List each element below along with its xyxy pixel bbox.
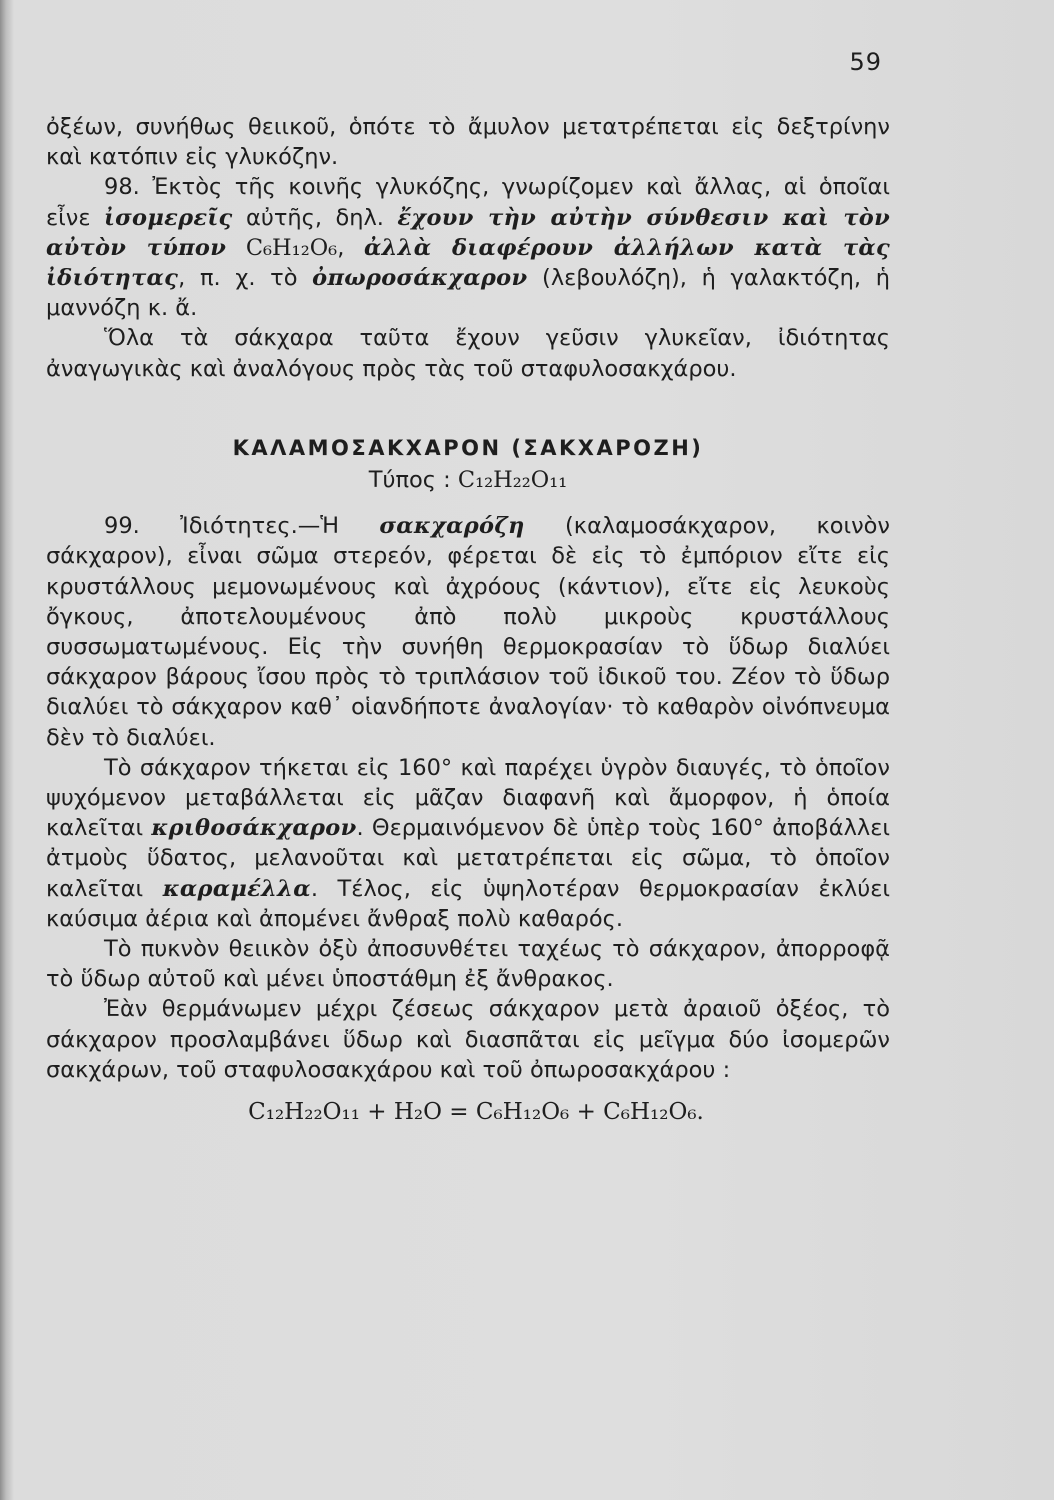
page-number: 59 [849, 48, 882, 76]
paragraph-98: 98. Ἐκτὸς τῆς κοινῆς γλυκόζης, γνωρίζομεν καὶ ἄλλας, αἱ ὁποῖαι εἶνε ἰσομερεῖς αὐτῆς, δηλ. ἔχουν τὴν αὐτὴν σύνθεσιν καὶ τὸν αὐτὸν τύπον C₆H₁₂O₆, ἀλλὰ διαφέρουν ἀλλήλων κατὰ τὰς ἰδιότητας, π. χ. τὸ ὀπωροσάκχαρον (λεβουλόζη), ἡ γαλακτόζη, ἡ μαννόζη κ. ἄ. [46, 174, 891, 322]
paragraph-sugars: Ὅλα τὰ σάκχαρα ταῦτα ἔχουν γεῦσιν γλυκεῖαν, ἰδιότητας ἀναγωγικὰς καὶ ἀναλόγους πρὸς τὰς τοῦ σταφυλοσακχάρου. [46, 325, 890, 382]
paragraph-1: ὀξέων, συνήθως θειικοῦ, ὁπότε τὸ ἄμυλον μετατρέπεται εἰς δεξτρίνην καὶ κατόπιν εἰς γλυκόζην. [46, 114, 890, 171]
page-body [46, 112, 890, 1127]
formula-inline: C₆H₁₂O₆ [245, 234, 338, 261]
paragraph-hydrolysis: Ἐὰν θερμάνωμεν μέχρι ζέσεως σάκχαρον μετὰ ἀραιοῦ ὀξέος, τὸ σάκχαρον προσλαμβάνει ὕδωρ καὶ διασπᾶται εἰς μεῖγμα δύο ἰσομερῶν σακχάρων, τοῦ σταφυλοσακχάρου καὶ τοῦ ὀπωροσακχάρου : [46, 996, 890, 1083]
chemical-equation: C₁₂H₂₂O₁₁ + H₂O = C₆H₁₂O₆ + C₆H₁₂O₆. [248, 1099, 704, 1126]
section-heading: ΚΑΛΑΜΟΣΑΚΧΑΡΟΝ (ΣΑΚΧΑΡΟΖΗ) [232, 435, 704, 460]
paragraph-melting: Τὸ σάκχαρον τήκεται εἰς 160° καὶ παρέχει ὑγρὸν διαυγές, τὸ ὁποῖον ψυχόμενον μεταβάλλεται εἰς μᾶζαν διαφανῆ καὶ ἄμορφον, ἡ ὁποία καλεῖται κριθοσάκχαρον. Θερμαινόμενον δὲ ὑπὲρ τοὺς 160° ἀποβάλλει ἀτμοὺς ὕδατος, μελανοῦται καὶ μετατρέπεται εἰς σῶμα, τὸ ὁποῖον καλεῖται καραμέλλα. Τέλος, εἰς ὑψηλοτέραν θερμοκρασίαν ἐκλύει καύσιμα ἀέρια καὶ ἀπομένει ἄνθραξ πολὺ καθαρός. [46, 754, 891, 932]
paragraph-sulfuric: Τὸ πυκνὸν θειικὸν ὀξὺ ἀποσυνθέτει ταχέως τὸ σάκχαρον, ἀπορροφᾷ τὸ ὕδωρ αὐτοῦ καὶ μένει ὑποστάθμη ἐξ ἄνθρακος. [46, 936, 890, 993]
formula-line: Τύπος : C₁₂H₂₂O₁₁ [368, 467, 568, 494]
paragraph-99: 99. Ἰδιότητες.—Ἡ σακχαρόζη (καλαμοσάκχαρον, κοινὸν σάκχαρον), εἶναι σῶμα στερεόν, φέρεται δὲ εἰς τὸ ἐμπόριον εἴτε εἰς κρυστάλλους μεμονωμένους καὶ ἀχρόους (κάντιον), εἴτε εἰς λευκοὺς ὄγκους, ἀποτελουμένους ἀπὸ πολὺ μικροὺς κρυστάλλους συσσωματωμένους. Εἰς τὴν συνήθη θερμοκρασίαν τὸ ὕδωρ διαλύει σάκχαρον βάρους ἴσου πρὸς τὸ τριπλάσιον τοῦ ἰδικοῦ του. Ζέον τὸ ὕδωρ διαλύει τὸ σάκχαρον καθ᾽ οἱανδήποτε ἀναλογίαν· τὸ καθαρὸν οἰνόπνευμα δὲν τὸ διαλύει. [46, 513, 890, 751]
